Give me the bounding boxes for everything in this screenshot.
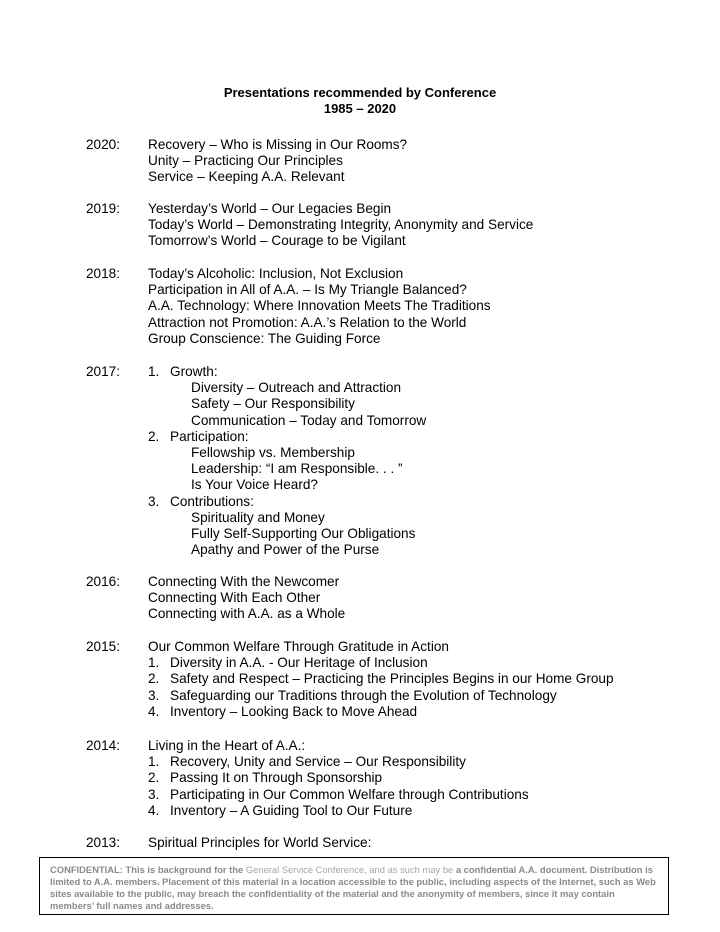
year-label: 2016: — [86, 574, 121, 589]
list-item — [86, 770, 706, 786]
list-item — [86, 380, 706, 396]
presentation-topic: Communication – Today and Tomorrow — [191, 412, 427, 428]
list-item — [86, 233, 706, 249]
presentation-topic: Fellowship vs. Membership — [191, 444, 355, 460]
list-item — [86, 364, 706, 380]
list-item — [86, 153, 706, 169]
presentation-topic: Fully Self-Supporting Our Obligations — [191, 525, 416, 541]
presentation-topic: Diversity – Outreach and Attraction — [191, 380, 402, 396]
list-item — [86, 201, 706, 217]
item-number: 3. — [148, 687, 160, 703]
presentation-topic: Safeguarding our Traditions through the Evolution of Technology — [170, 687, 557, 703]
presentation-topic: Connecting With Each Other — [148, 590, 321, 606]
presentation-topic: Participation in All of A.A. – Is My Triangle Balanced? — [148, 282, 467, 298]
list-item — [86, 169, 706, 185]
presentation-topic: Contributions: — [170, 493, 254, 509]
list-item — [86, 315, 706, 331]
confidentiality-notice-part1: CONFIDENTIAL: This is background for the — [50, 864, 246, 875]
item-number: 1. — [148, 754, 160, 770]
presentation-topic: Our Common Welfare Through Gratitude in Action — [148, 639, 449, 654]
presentation-topic: Connecting with A.A. as a Whole — [148, 606, 346, 622]
item-number: 1. — [148, 655, 160, 671]
list-item — [86, 606, 706, 622]
item-number: 2. — [148, 428, 160, 444]
presentation-topic: Service – Keeping A.A. Relevant — [148, 169, 345, 185]
year-section — [86, 639, 706, 720]
presentation-topic: Group Conscience: The Guiding Force — [148, 330, 381, 346]
presentation-topic: Spirituality and Money — [191, 509, 325, 525]
presentation-topic: Connecting With the Newcomer — [148, 574, 340, 589]
year-section — [86, 364, 706, 558]
list-item — [86, 217, 706, 233]
presentation-topic: Yesterday’s World – Our Legacies Begin — [148, 201, 392, 216]
document-title: Presentations recommended by Conference — [223, 85, 497, 100]
list-item — [86, 331, 706, 347]
year-label: 2018: — [86, 266, 121, 281]
list-item — [86, 738, 706, 754]
presentation-topic: Attraction not Promotion: A.A.’s Relation to the World — [148, 314, 467, 330]
presentation-topic: Recovery, Unity and Service – Our Responsibility — [170, 754, 466, 770]
document-date-range: 1985 – 2020 — [323, 101, 397, 116]
item-number: 3. — [148, 493, 160, 509]
list-item — [86, 137, 706, 153]
year-label: 2019: — [86, 201, 121, 216]
list-item — [86, 803, 706, 819]
presentation-topic: Spiritual Principles for World Service: — [148, 835, 372, 850]
year-section — [86, 835, 706, 851]
year-label: 2014: — [86, 738, 121, 753]
year-label: 2015: — [86, 639, 121, 654]
presentation-topic: Today’s Alcoholic: Inclusion, Not Exclusion — [148, 266, 404, 281]
presentation-topic: Today’s World – Demonstrating Integrity, Anonymity and Service — [148, 217, 534, 233]
year-section — [86, 201, 706, 250]
presentation-topic: Recovery – Who is Missing in Our Rooms? — [148, 137, 408, 152]
presentation-topic: Safety – Our Responsibility — [191, 396, 355, 412]
confidentiality-notice-part2: General Service Conference, and as such may be — [245, 864, 456, 875]
list-item — [86, 542, 706, 558]
list-item — [86, 639, 706, 655]
presentation-topic: Passing It on Through Sponsorship — [170, 770, 383, 786]
list-item — [86, 477, 706, 493]
presentation-topic: A.A. Technology: Where Innovation Meets The Traditions — [148, 298, 491, 314]
year-label: 2020: — [86, 137, 121, 152]
list-item — [86, 688, 706, 704]
year-section — [86, 266, 706, 347]
presentation-topic: Growth: — [170, 364, 218, 379]
list-item — [86, 574, 706, 590]
list-item — [86, 787, 706, 803]
list-item — [86, 835, 706, 851]
year-label: 2017: — [86, 364, 121, 379]
list-item — [86, 704, 706, 720]
list-item — [86, 266, 706, 282]
list-item — [86, 413, 706, 429]
list-item — [86, 526, 706, 542]
presentation-topic: Is Your Voice Heard? — [191, 477, 318, 493]
list-item — [86, 461, 706, 477]
list-item — [86, 494, 706, 510]
presentation-topic: Unity – Practicing Our Principles — [148, 153, 343, 169]
presentation-topic: Tomorrow’s World – Courage to be Vigilant — [148, 233, 406, 249]
presentation-topic: Participation: — [170, 428, 249, 444]
item-number: 3. — [148, 786, 160, 802]
list-item — [86, 298, 706, 314]
item-number: 4. — [148, 703, 160, 719]
presentation-topic: Inventory – Looking Back to Move Ahead — [170, 703, 418, 719]
confidentiality-notice-part3: a confidential A.A. document. Distribution is limited to A.A. members. Placement of this material in a location accessible to the public, including aspects of the Internet, such as Web sites available to the public, may breach the confidentiality of the material and the anonymity of members, since it may contain members’ full names and addresses. — [50, 864, 656, 911]
list-item — [86, 754, 706, 770]
list-item — [86, 590, 706, 606]
list-item — [86, 282, 706, 298]
presentation-topic: Diversity in A.A. - Our Heritage of Inclusion — [170, 655, 428, 671]
presentation-topic: Safety and Respect – Practicing the Principles Begins in our Home Group — [170, 671, 614, 687]
item-number: 4. — [148, 802, 160, 818]
item-number: 2. — [148, 770, 160, 786]
year-section — [86, 738, 706, 819]
list-item — [86, 671, 706, 687]
year-section — [86, 137, 706, 186]
presentation-topic: Participating in Our Common Welfare through Contributions — [170, 786, 529, 802]
list-item — [86, 396, 706, 412]
presentation-topic: Leadership: “I am Responsible. . . ” — [191, 461, 403, 477]
list-item — [86, 655, 706, 671]
year-section — [86, 574, 706, 623]
presentation-topic: Apathy and Power of the Purse — [191, 542, 380, 558]
list-item — [86, 429, 706, 445]
item-number: 2. — [148, 671, 160, 687]
presentation-topic: Living in the Heart of A.A.: — [148, 738, 306, 753]
item-number: 1. — [148, 364, 160, 379]
presentation-topic: Inventory – A Guiding Tool to Our Future — [170, 802, 413, 818]
year-label: 2013: — [86, 835, 121, 850]
list-item — [86, 510, 706, 526]
confidentiality-notice — [39, 857, 669, 915]
list-item — [86, 445, 706, 461]
